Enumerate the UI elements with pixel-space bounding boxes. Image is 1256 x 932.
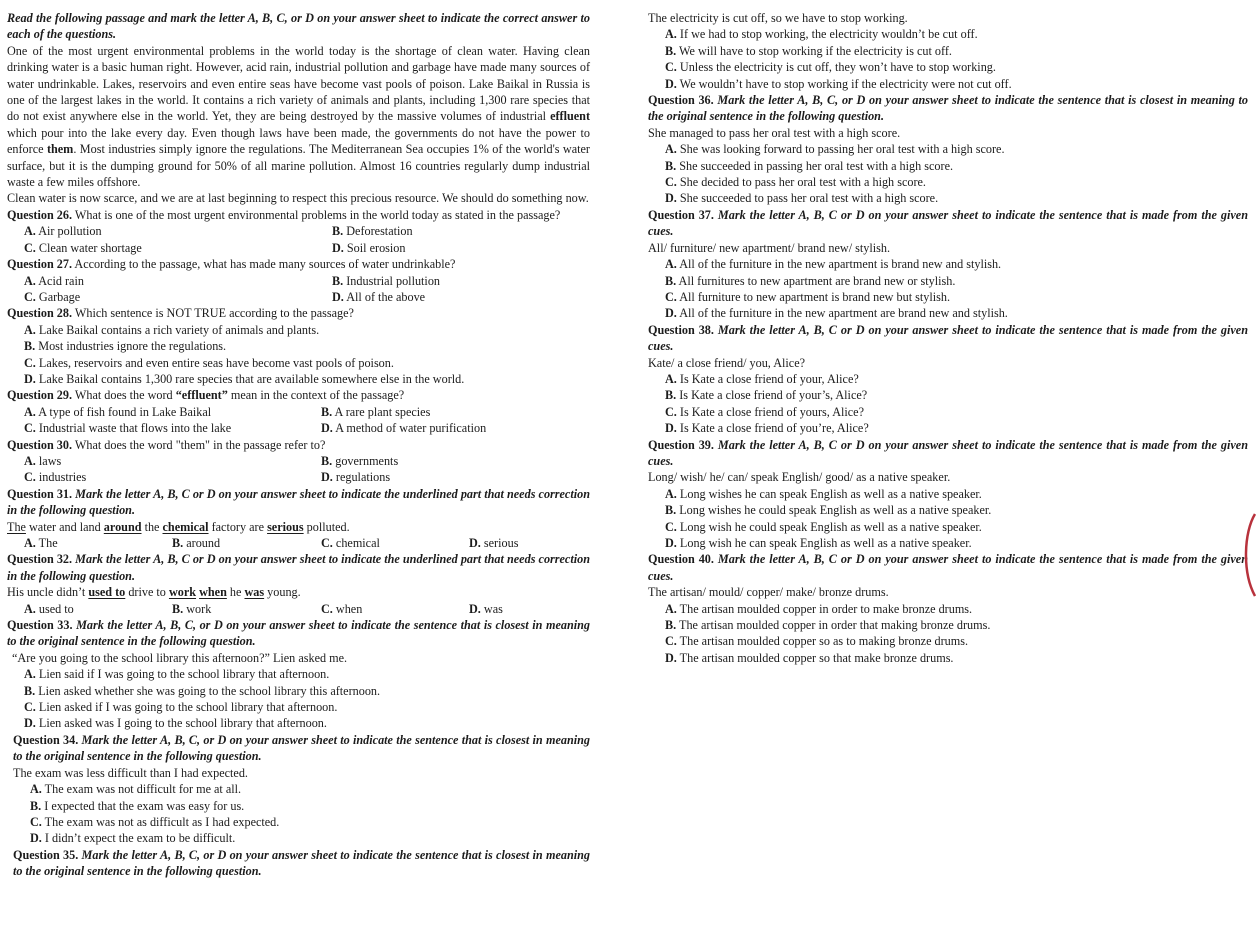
options-row <box>7 289 590 305</box>
option-d[interactable] <box>332 240 405 256</box>
option-b[interactable] <box>7 683 590 699</box>
question-instruction: Mark the letter A, B, C or D on your answer sheet to indicate the underlined part that needs correction in the following question. <box>7 486 590 518</box>
option-letter: A. <box>665 371 677 386</box>
question-number: Question 32. <box>7 552 73 567</box>
option-c[interactable] <box>7 699 590 715</box>
question-26 <box>7 207 590 223</box>
option-b[interactable] <box>172 601 321 617</box>
stamp-fragment-icon <box>1240 512 1256 598</box>
question-32 <box>7 551 590 584</box>
option-c[interactable] <box>648 404 1248 420</box>
option-a[interactable] <box>648 256 1248 272</box>
option-text: Is Kate a close friend of yours, Alice? <box>676 404 865 419</box>
options-row <box>7 453 590 469</box>
question-number: Question 39. <box>648 437 714 452</box>
question-text: Which sentence is NOT TRUE according to the passage? <box>72 306 354 321</box>
options-row <box>7 535 590 551</box>
option-b[interactable] <box>648 158 1248 174</box>
option-b[interactable] <box>332 223 413 239</box>
option-text: All furnitures to new apartment are brand new or stylish. <box>676 273 956 288</box>
option-letter: A. <box>665 142 677 157</box>
option-letter: B. <box>24 339 36 354</box>
option-text: when <box>332 601 363 616</box>
option-text: Lake Baikal contains 1,300 rare species that are available somewhere else in the world. <box>35 371 465 386</box>
question-stem <box>7 519 590 535</box>
option-text: The artisan moulded copper in order to make bronze drums. <box>676 601 973 616</box>
question-number: Question 34. <box>13 732 79 747</box>
option-d[interactable] <box>321 420 486 436</box>
option-text: Lien asked if I was going to the school library that afternoon. <box>35 700 338 715</box>
question-instruction: Mark the letter A, B, C or D on your answer sheet to indicate the underlined part that needs correction in the following question. <box>7 552 590 583</box>
option-letter: B. <box>665 388 677 403</box>
stem-text: His uncle didn’t <box>7 585 89 600</box>
option-text: Industrial waste that flows into the lake <box>35 421 232 436</box>
question-stem <box>7 584 590 600</box>
option-letter: D. <box>469 536 481 550</box>
option-text: Most industries ignore the regulations. <box>35 339 227 354</box>
option-b[interactable] <box>7 798 590 814</box>
option-letter: D. <box>665 191 677 206</box>
question-34 <box>7 732 590 765</box>
option-c[interactable] <box>321 535 469 551</box>
option-letter: D. <box>332 289 344 304</box>
option-b[interactable] <box>321 404 430 420</box>
stem-text: drive to <box>125 585 169 600</box>
question-stem: “Are you going to the school library this afternoon?” Lien asked me. <box>12 650 348 665</box>
option-a[interactable] <box>648 371 1248 387</box>
option-letter: A. <box>30 782 42 797</box>
question-number: Question 38. <box>648 322 714 337</box>
option-letter: D. <box>321 470 333 485</box>
option-d[interactable] <box>321 469 390 485</box>
underlined-part-d: serious <box>267 519 304 534</box>
option-letter: A. <box>24 453 36 468</box>
option-c[interactable] <box>648 59 1248 75</box>
option-text: was <box>480 601 503 616</box>
option-letter: B. <box>665 43 677 58</box>
option-letter: C. <box>665 175 677 190</box>
option-text: Lien asked was I going to the school library that afternoon. <box>35 716 327 731</box>
option-d[interactable] <box>469 535 518 551</box>
option-text: A rare plant species <box>332 404 431 419</box>
underlined-part-d: was <box>244 585 265 600</box>
option-a[interactable] <box>7 666 590 682</box>
question-27 <box>7 256 590 272</box>
option-a[interactable] <box>648 601 1248 617</box>
option-letter: D. <box>665 650 677 665</box>
option-a[interactable] <box>648 486 1248 502</box>
option-a[interactable] <box>648 141 1248 157</box>
option-b[interactable] <box>7 338 590 354</box>
option-letter: C. <box>321 601 333 616</box>
option-text: The exam was not difficult for me at all. <box>41 782 242 797</box>
option-letter: D. <box>665 306 677 321</box>
option-letter: B. <box>332 273 344 288</box>
underlined-part-b: work <box>168 585 197 600</box>
option-c[interactable] <box>648 174 1248 190</box>
option-c[interactable] <box>648 633 1248 649</box>
option-text: I didn’t expect the exam to be difficult. <box>41 831 236 846</box>
option-letter: D. <box>665 76 677 91</box>
question-stem: Long/ wish/ he/ can/ speak English/ good/ as a native speaker. <box>648 470 951 485</box>
option-letter: C. <box>24 355 36 370</box>
option-b[interactable] <box>321 453 398 469</box>
option-a[interactable] <box>24 535 172 551</box>
stem-text: the <box>141 519 163 534</box>
options-row <box>7 420 590 436</box>
passage-text: which pour into the lake every day. Even though laws have been made, the governments do not have the power to enforce <box>7 125 590 157</box>
option-c[interactable] <box>648 289 1248 305</box>
option-text: The artisan moulded copper in order that making bronze drums. <box>676 618 991 633</box>
question-number: Question 27. <box>7 257 73 272</box>
options-row <box>7 273 590 289</box>
option-a[interactable] <box>24 601 172 617</box>
stem-text: he <box>226 585 245 600</box>
option-letter: C. <box>321 536 333 550</box>
option-letter: A. <box>665 257 677 272</box>
option-text: Industrial pollution <box>343 273 441 288</box>
option-letter: C. <box>665 519 677 534</box>
option-letter: B. <box>321 404 333 419</box>
option-c[interactable] <box>7 355 590 371</box>
option-b[interactable] <box>648 273 1248 289</box>
option-d[interactable] <box>648 305 1248 321</box>
option-letter: C. <box>665 289 677 304</box>
option-letter: B. <box>665 503 677 518</box>
question-number: Question 40. <box>648 552 714 567</box>
option-a[interactable] <box>7 781 590 797</box>
option-c[interactable] <box>24 469 321 485</box>
option-letter: A. <box>24 536 36 550</box>
underlined-part-c: when <box>199 585 227 600</box>
question-stem: All/ furniture/ new apartment/ brand new/ stylish. <box>648 240 891 255</box>
option-text: Acid rain <box>35 273 84 288</box>
question-text: What does the word <box>72 388 176 403</box>
option-text: Air pollution <box>35 224 102 239</box>
stem-text: water and land <box>25 519 104 534</box>
question-stem: The artisan/ mould/ copper/ make/ bronze drums. <box>648 585 889 600</box>
question-number: Question 35. <box>13 847 79 862</box>
question-number: Question 36. <box>648 93 714 108</box>
option-a[interactable] <box>7 322 590 338</box>
option-text: Unless the electricity is cut off, they won’t have to stop working. <box>676 60 996 75</box>
option-letter: A. <box>24 224 36 239</box>
question-instruction: Mark the letter A, B, C, or D on your answer sheet to indicate the sentence that is closest in meaning to the original sentence in the following question. <box>7 618 590 649</box>
option-text: All of the above <box>343 289 426 304</box>
option-letter: C. <box>24 421 36 436</box>
option-d[interactable] <box>648 420 1248 436</box>
option-b[interactable] <box>332 273 440 289</box>
option-letter: C. <box>665 60 677 75</box>
option-text: Is Kate a close friend of your, Alice? <box>676 371 859 386</box>
option-c[interactable] <box>24 420 321 436</box>
option-b[interactable] <box>648 387 1248 403</box>
passage-text: One of the most urgent environmental problems in the world today is the shortage of clean water. Having clean drinking water is a basic human right. However, acid rain, industrial pollution and garbage have made many sources of water undrinkable. Lakes, reservoirs and even entire seas have become vast pools of poison. Lake Baikal in Russia is one of the largest lakes in the world. It contains a rich variety of animals and plants, including 1,300 rare species that do not exist anywhere else in the world. Yet, they are being destroyed by the massive volumes of industrial <box>7 43 590 124</box>
options-row <box>7 469 590 485</box>
option-d[interactable] <box>648 650 1248 666</box>
passage-keyword-effluent: effluent <box>550 109 590 124</box>
question-stem: The exam was less difficult than I had expected. <box>13 765 248 780</box>
option-d[interactable] <box>7 830 590 846</box>
question-30 <box>7 437 590 453</box>
option-letter: A. <box>24 404 36 419</box>
option-letter: B. <box>665 618 677 633</box>
option-text: The exam was not as difficult as I had expected. <box>41 814 280 829</box>
option-text: laws <box>35 453 62 468</box>
option-letter: B. <box>172 601 184 616</box>
option-letter: A. <box>665 27 677 42</box>
option-text: Deforestation <box>343 224 413 239</box>
option-d[interactable] <box>648 76 1248 92</box>
question-29 <box>7 387 590 403</box>
option-text: She decided to pass her oral test with a high score. <box>676 175 926 190</box>
option-letter: A. <box>24 667 36 682</box>
option-text: All of the furniture in the new apartment is brand new and stylish. <box>676 257 1002 272</box>
option-letter: A. <box>665 601 677 616</box>
option-text: chemical <box>332 536 380 550</box>
option-text: If we had to stop working, the electricity wouldn’t be cut off. <box>676 27 978 42</box>
question-stem: Kate/ a close friend/ you, Alice? <box>648 355 806 370</box>
option-letter: C. <box>665 634 677 649</box>
option-letter: D. <box>30 831 42 846</box>
left-column <box>7 10 590 880</box>
question-instruction: Mark the letter A, B, C, or D on your answer sheet to indicate the sentence that is closest in meaning to the original sentence in the following question. <box>648 93 1249 124</box>
question-instruction: Mark the letter A, B, C, or D on your answer sheet to indicate the sentence that is closest in meaning to the original sentence in the following question. <box>13 732 590 764</box>
option-text: work <box>183 601 212 616</box>
option-text: Garbage <box>35 289 81 304</box>
question-number: Question 37. <box>648 207 714 222</box>
question-number: Question 33. <box>7 618 73 633</box>
option-letter: D. <box>665 536 677 550</box>
question-instruction: Mark the letter A, B, C or D on your answer sheet to indicate the sentence that is made from the given cues. <box>648 437 1248 468</box>
option-b[interactable] <box>172 535 321 551</box>
option-text: Clean water shortage <box>35 240 142 255</box>
question-36 <box>648 92 1248 125</box>
question-33 <box>7 617 590 650</box>
question-35-stem: The electricity is cut off, so we have to stop working. <box>648 11 908 25</box>
question-keyword: “effluent” <box>175 388 228 403</box>
option-b[interactable] <box>648 43 1248 59</box>
option-letter: D. <box>332 240 344 255</box>
options-row <box>7 404 590 420</box>
stem-text: factory are <box>208 519 268 534</box>
question-instruction: Mark the letter A, B, C, or D on your answer sheet to indicate the sentence that is closest in meaning to the original sentence in the following question. <box>13 847 590 879</box>
option-letter: B. <box>321 453 333 468</box>
option-letter: B. <box>24 683 36 698</box>
question-text: What is one of the most urgent environmental problems in the world today as stated in the passage? <box>72 207 561 222</box>
option-letter: B. <box>665 273 677 288</box>
option-d[interactable] <box>648 190 1248 206</box>
question-39 <box>648 437 1248 470</box>
option-letter: D. <box>321 421 333 436</box>
options-row <box>7 601 590 617</box>
option-text: Lakes, reservoirs and even entire seas have become vast pools of poison. <box>35 355 394 370</box>
options-row <box>7 240 590 256</box>
option-text: She succeeded to pass her oral test with a high score. <box>676 191 939 206</box>
option-text: We wouldn’t have to stop working if the electricity were not cut off. <box>676 76 1012 91</box>
option-text: A method of water purification <box>332 421 487 436</box>
passage-text: . Most industries simply ignore the regulations. The Mediterranean Sea occupies 1% of the world's water surface, but it is the dumping ground for 50% of all marine pollution. Almost 16 countries regularly dump industrial waste a few miles offshore. <box>7 142 590 190</box>
option-d[interactable] <box>469 601 503 617</box>
option-a[interactable] <box>648 26 1248 42</box>
option-letter: A. <box>24 322 36 337</box>
option-b[interactable] <box>648 502 1248 518</box>
instruction: Read the following passage and mark the letter A, B, C, or D on your answer sheet to indicate the correct answer to each of the questions. <box>7 11 590 42</box>
option-c[interactable] <box>24 289 332 305</box>
option-c[interactable] <box>648 519 1248 535</box>
option-text: around <box>183 536 221 550</box>
option-c[interactable] <box>321 601 469 617</box>
question-28 <box>7 305 590 321</box>
question-number: Question 31. <box>7 486 73 501</box>
option-text: All furniture to new apartment is brand new but stylish. <box>676 289 951 304</box>
option-b[interactable] <box>648 617 1248 633</box>
options-row <box>7 223 590 239</box>
stem-text: polluted. <box>303 519 350 534</box>
question-37 <box>648 207 1248 240</box>
option-text: Long wish he could speak English as well as a native speaker. <box>676 519 982 534</box>
option-letter: D. <box>665 421 677 436</box>
stem-text: young. <box>264 585 301 600</box>
option-text: Long wishes he can speak English as well as a native speaker. <box>676 486 982 501</box>
question-31 <box>7 486 590 519</box>
underlined-part-c: chemical <box>162 519 209 534</box>
question-number: Question 28. <box>7 306 73 321</box>
option-text: used to <box>35 601 74 616</box>
option-letter: C. <box>24 700 36 715</box>
option-letter: B. <box>332 224 344 239</box>
right-column <box>648 10 1248 666</box>
option-d[interactable] <box>648 535 1248 551</box>
option-text: Long wish he can speak English as well as a native speaker. <box>676 536 972 550</box>
option-letter: A. <box>665 486 677 501</box>
option-text: She succeeded in passing her oral test with a high score. <box>676 158 954 173</box>
option-c[interactable] <box>7 814 590 830</box>
option-text: The artisan moulded copper so that make bronze drums. <box>676 650 954 665</box>
passage-keyword-them: them <box>46 142 74 157</box>
option-text: serious <box>480 536 519 550</box>
question-instruction: Mark the letter A, B, C or D on your answer sheet to indicate the sentence that is made from the given cues. <box>648 552 1248 583</box>
option-letter: D. <box>24 371 36 386</box>
question-40 <box>648 551 1248 584</box>
option-text: I expected that the exam was easy for us. <box>41 798 245 813</box>
option-text: A type of fish found in Lake Baikal <box>35 404 212 419</box>
option-text: Is Kate a close friend of you’re, Alice? <box>676 421 869 436</box>
option-d[interactable] <box>7 371 590 387</box>
option-c[interactable] <box>24 240 332 256</box>
question-text: mean in the context of the passage? <box>227 388 405 403</box>
passage-paragraph-2: Clean water is now scarce, and we are at last beginning to respect this precious resource. We should do something now. <box>7 191 589 206</box>
option-text: Long wishes he could speak English as well as a native speaker. <box>676 503 992 518</box>
option-text: Soil erosion <box>343 240 406 255</box>
option-text: Lien asked whether she was going to the school library this afternoon. <box>35 683 381 698</box>
option-text: She was looking forward to passing her oral test with a high score. <box>676 142 1005 157</box>
option-text: Lien said if I was going to the school library that afternoon. <box>35 667 330 682</box>
underlined-part-b: around <box>103 519 142 534</box>
question-number: Question 30. <box>7 437 73 452</box>
option-letter: A. <box>24 273 36 288</box>
option-d[interactable] <box>332 289 425 305</box>
option-text: regulations <box>332 470 391 485</box>
option-text: All of the furniture in the new apartment are brand new and stylish. <box>676 306 1008 321</box>
question-38 <box>648 322 1248 355</box>
option-text: The <box>35 536 58 550</box>
question-35 <box>7 847 590 880</box>
passage-paragraph-1 <box>7 43 590 191</box>
question-number: Question 29. <box>7 388 73 403</box>
underlined-part-a: The <box>7 519 26 534</box>
option-letter: C. <box>665 404 677 419</box>
option-letter: D. <box>24 716 36 731</box>
option-a[interactable] <box>24 404 321 420</box>
option-letter: B. <box>665 158 677 173</box>
question-instruction: Mark the letter A, B, C or D on your answer sheet to indicate the sentence that is made from the given cues. <box>648 207 1248 239</box>
underlined-part-a: used to <box>88 585 126 600</box>
option-text: The artisan moulded copper so as to making bronze drums. <box>676 634 969 649</box>
question-text: What does the word "them" in the passage refer to? <box>72 437 326 452</box>
option-letter: C. <box>24 289 36 304</box>
option-a[interactable] <box>24 453 321 469</box>
option-d[interactable] <box>7 715 590 731</box>
option-a[interactable] <box>24 223 332 239</box>
question-number: Question 26. <box>7 207 73 222</box>
option-text: industries <box>35 470 87 485</box>
option-letter: B. <box>30 798 42 813</box>
option-letter: C. <box>24 470 36 485</box>
option-letter: C. <box>30 814 42 829</box>
option-text: Lake Baikal contains a rich variety of animals and plants. <box>35 322 320 337</box>
option-letter: B. <box>172 536 184 550</box>
option-text: governments <box>332 453 399 468</box>
option-letter: C. <box>24 240 36 255</box>
option-a[interactable] <box>24 273 332 289</box>
question-stem: She managed to pass her oral test with a high score. <box>648 125 901 140</box>
option-letter: D. <box>469 601 481 616</box>
option-text: We will have to stop working if the electricity is cut off. <box>676 43 952 58</box>
option-text: Is Kate a close friend of your’s, Alice? <box>676 388 868 403</box>
question-text: According to the passage, what has made many sources of water undrinkable? <box>72 257 456 272</box>
option-letter: A. <box>24 601 36 616</box>
question-instruction: Mark the letter A, B, C or D on your answer sheet to indicate the sentence that is made from the given cues. <box>648 322 1248 354</box>
